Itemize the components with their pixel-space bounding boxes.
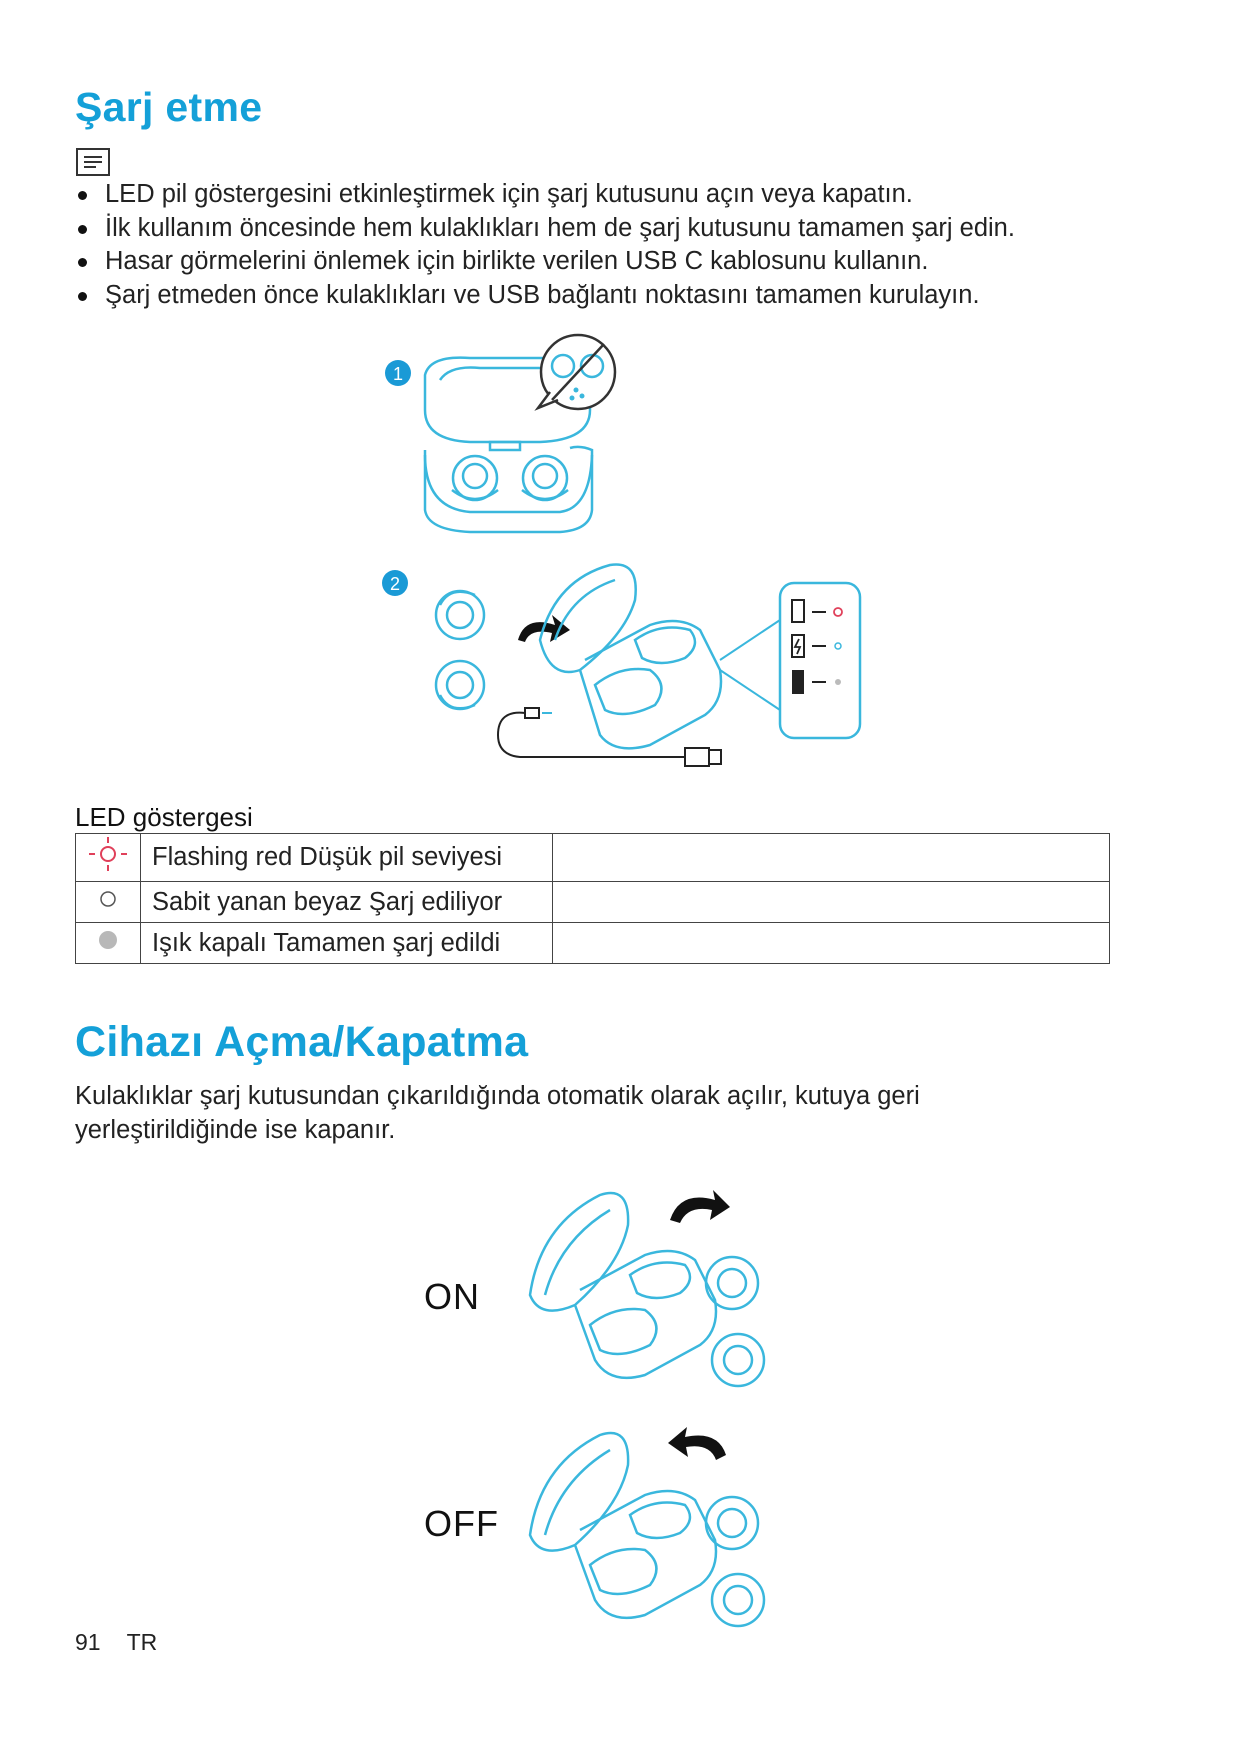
language-code: TR: [126, 1629, 158, 1655]
battery-low-icon: [792, 600, 842, 622]
led-table-title: LED göstergesi: [75, 802, 253, 832]
page-footer: [75, 1629, 157, 1656]
earbuds-icon: [436, 591, 484, 709]
charging-case-icon: [540, 564, 721, 748]
curved-arrow-icon: [668, 1427, 726, 1460]
list-item: Hasar görmelerini önlemek için birlikte verilen USB C kablosunu kullanın.: [75, 245, 1015, 279]
led-row-text: Flashing red Düşük pil seviyesi: [141, 834, 553, 882]
illustration-off: [520, 1425, 790, 1635]
illustration-step1: [380, 330, 640, 540]
on-label: ON: [424, 1276, 480, 1317]
section-title-charging: Şarj etme: [75, 84, 263, 130]
battery-full-icon: [792, 670, 841, 694]
dry-earbuds-callout-icon: [538, 335, 615, 409]
svg-text:1: 1: [392, 364, 404, 384]
led-row-text: Işık kapalı Tamamen şarj edildi: [141, 923, 553, 964]
svg-text:2: 2: [389, 574, 401, 594]
led-indicator-table: [75, 833, 1110, 964]
table-row: [76, 834, 1110, 882]
page-number: 91: [75, 1629, 101, 1655]
list-item: Şarj etmeden önce kulaklıkları ve USB bağlantı noktasını tamamen kurulayın.: [75, 279, 1015, 313]
charging-notes-list: [75, 178, 1015, 312]
list-item: LED pil göstergesini etkinleştirmek için şarj kutusunu açın veya kapatın.: [75, 178, 1015, 212]
gray-circle-icon: [96, 928, 120, 952]
white-circle-icon: [96, 887, 120, 911]
curved-arrow-icon: [670, 1190, 730, 1223]
power-description: Kulaklıklar şarj kutusundan çıkarıldığında otomatik olarak açılır, kutuya geri yerleştirildiğinde ise kapanır.: [75, 1082, 920, 1144]
off-label: OFF: [424, 1503, 499, 1544]
section-title-power: Cihazı Açma/Kapatma: [75, 1018, 529, 1066]
led-row-text: Sabit yanan beyaz Şarj ediliyor: [141, 882, 553, 923]
usb-c-cable-icon: [498, 708, 721, 766]
list-item: İlk kullanım öncesinde hem kulaklıkları hem de şarj kutusunu tamamen şarj edin.: [75, 212, 1015, 246]
table-row: [76, 882, 1110, 923]
note-icon: [76, 148, 110, 176]
battery-charging-icon: [792, 635, 841, 657]
flashing-red-icon: [86, 834, 130, 874]
illustration-step2: [380, 560, 820, 780]
illustration-on: [520, 1185, 790, 1395]
table-row: [76, 923, 1110, 964]
